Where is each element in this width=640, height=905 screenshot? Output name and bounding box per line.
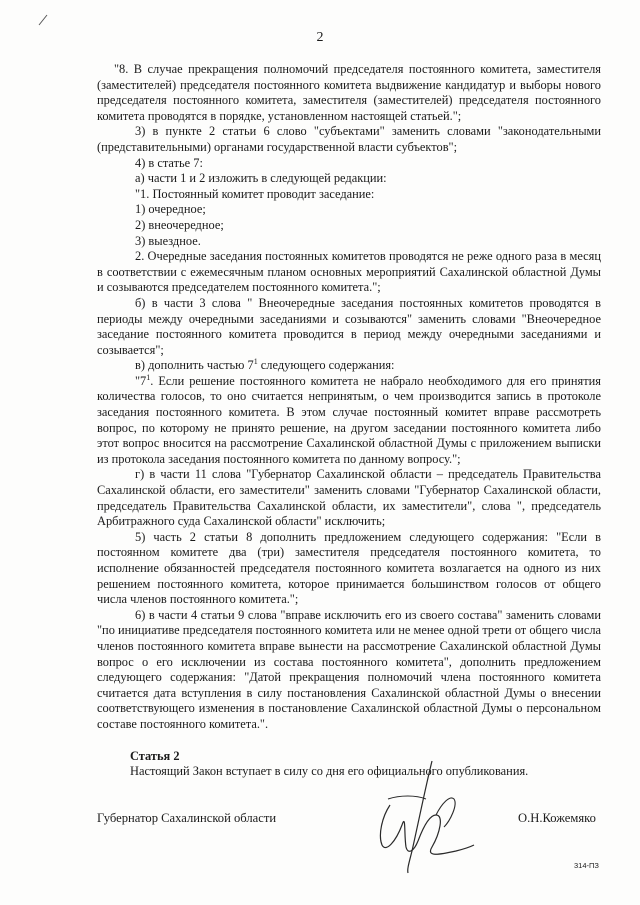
paragraph: 2. Очередные заседания постоянных комитетов проводятся не реже одного раза в месяц в соответствии с ежемесячным планом основных мероприятий Сахалинской областной Думы и созываются председателем постоянного комитета."; [97,249,601,295]
list-item: 3) выездное. [135,233,201,248]
superscript: 1 [253,357,258,367]
document-body [97,62,601,780]
paragraph: 5) часть 2 статьи 8 дополнить предложением следующего содержания: "Если в постоянном комитете два (три) заместителя председателя постоянного комитета, то исполнение обязанностей председателя постоянного комитета возлагается на одного из них решением постоянного комитета, которое принимается большинством голосов от общего числа членов постоянного комитета."; [97,529,601,607]
text-run: "7 [135,373,147,388]
paragraph [97,358,601,374]
text-run: в) дополнить частью 7 [135,358,254,373]
article-text: Настоящий Закон вступает в силу со дня его официального опубликования. [130,764,529,779]
signatory-title: Губернатор Сахалинской области [97,811,277,825]
paragraph: г) в части 11 слова "Губернатор Сахалинской области – председатель Правительства Сахалинской области, его заместители" заменить словами "Губернатор Сахалинской области, председатель Правительства Сахалинской области, их заместители", слова ", председатель Арбитражного суда Сахалинской области" исключить; [97,467,601,529]
handwritten-signature [360,755,478,885]
signatory-name: О.Н.Кожемяко [518,811,596,825]
text-run: . Если решение постоянного комитета не набрало необходимого для его принятия количества голосов, то оно считается непринятым, о чем производится запись в протоколе заседания постоянного комитета. В этом случае постоянный комитет вправе рассмотреть вопрос, по которому не принято решение, на другом заседании постоянного комитета либо этот вопрос вносится на рассмотрение Сахалинской областной Думы с приложением выписки из протокола заседания постоянного комитета по данному вопросу."; [97,373,601,466]
text-run: следующего содержания: [257,358,395,373]
paragraph [97,374,601,468]
paragraph: "1. Постоянный комитет проводит заседание: [135,186,375,201]
paragraph: 6) в части 4 статьи 9 слова "вправе исключить его из своего состава" заменить словами "по инициативе председателя постоянного комитета или не менее одной трети от общего числа членов постоянного комитета вправе вынести на рассмотрение Сахалинской областной Думы вопрос о его исключении из состава постоянного комитета", дополнить предложением следующего содержания: "Датой прекращения полномочий члена постоянного комитета считается дата вступления в силу постановления Сахалинской областной Думы о внесении соответствующего изменения в постановление Сахалинской областной Думы о персональном составе постоянного комитета.". [97,607,601,731]
paragraph: а) части 1 и 2 изложить в следующей редакции: [135,171,387,186]
paragraph: 3) в пункте 2 статьи 6 слово "субъектами" заменить словами "законодательными (представительными) органами государственной власти субъектов"; [97,124,601,154]
paragraph: 4) в статье 7: [135,155,203,170]
document-code: 314-ПЗ [574,861,599,870]
corner-slash-mark [36,13,50,27]
paragraph: б) в части 3 слова " Внеочередные заседания постоянных комитетов проводятся в периоды между очередными заседаниями и созываются" заменить словами "Внеочередное заседание постоянного комитета проводится в период между очередными заседаниями и созывается"; [97,295,601,357]
paragraph: "8. В случае прекращения полномочий председателя постоянного комитета, заместителя (заместителей) председателя постоянного комитета выдвижение кандидатур и выборы нового председателя постоянного комитета, заместителя (заместителей) председателя постоянного комитета проводятся в порядке, установленном настоящей статьей."; [97,62,601,123]
superscript: 1 [146,372,151,382]
article-heading: Статья 2 [130,748,180,763]
list-item: 1) очередное; [135,202,206,217]
page-number: 2 [316,30,324,45]
list-item: 2) внеочередное; [135,217,224,232]
